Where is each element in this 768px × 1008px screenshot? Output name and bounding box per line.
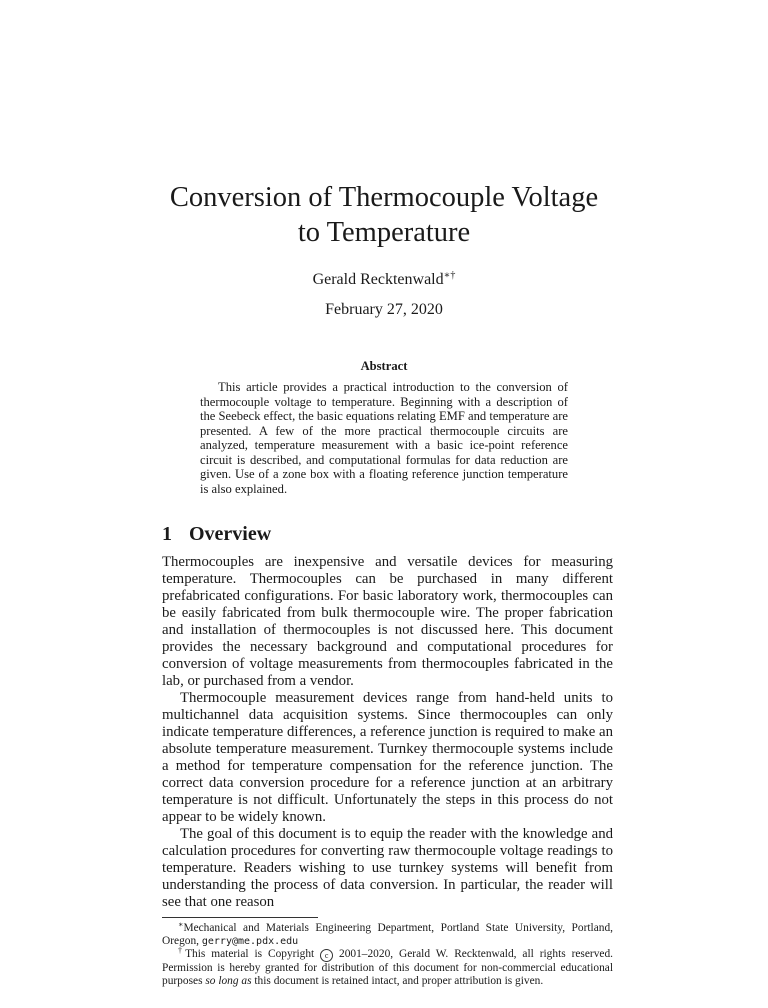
author-name: Gerald Recktenwald [312,271,444,288]
footnote-text: this document is retained intact, and proper attribution is given. [251,975,544,987]
document-date: February 27, 2020 [325,301,443,318]
author-footnote-marks[interactable]: ∗† [443,270,456,281]
footnote-emphasis: so long as [205,975,252,987]
document-title [0,180,768,250]
title-line-2: to Temperature [297,217,471,248]
author [0,270,768,290]
abstract-text: This article provides a practical introduction to the conversion of thermocouple voltage to temperature. Beginning with a description of the Seebeck effect, the basic equations relating EMF and temperature are presented. A few of the more practical thermocouple circuits are analyzed, temperature measurement with a basic ice-point reference circuit is described, and computational formulas for data reduction are given. Use of a zone box with a floating reference junction temperature is also explained. [200,380,568,496]
section-title: Overview [189,523,272,545]
section-heading [162,522,768,546]
section-body [162,554,613,911]
footnote-text: 2001–2020, Gerald W. Recktenwald, all rights reserved. Permission is hereby granted for distribution of this document for non-commercial educational purposes [162,948,613,987]
footnote-rule [162,917,318,918]
footnote-text: Mechanical and Materials Engineering Department, Portland State University, Portland, Oregon, [162,922,613,947]
abstract-heading: Abstract [360,359,408,373]
title-line-1: Conversion of Thermocouple Voltage [169,182,599,213]
footnotes [162,922,613,1008]
paragraph: The goal of this document is to equip the reader with the knowledge and calculation procedures for converting raw thermocouple voltage readings to temperature. Readers wishing to use turnkey systems will benefit from understanding the process of data conversion. In particular, the reader will see that one reason [162,826,613,910]
footnote-text: This material is Copyright [185,948,321,960]
copyright-icon: c [320,949,333,962]
footnote-mark: † [178,946,186,955]
paragraph: Thermocouple measurement devices range from hand-held units to multichannel data acquisition systems. Since thermocouples can only indicate temperature differences, a reference junction is required to make an absolute temperature measurement. Turnkey thermocouple systems include a method for temperature compensation for the reference junction. The correct data conversion procedure for a reference junction at an arbitrary temperature is not difficult. Unfortunately the steps in this process do not appear to be widely known. [162,690,613,825]
footnote-2 [162,948,613,988]
email-link[interactable]: gerry@me.pdx.edu [201,936,299,947]
footnote-1 [162,922,613,948]
paragraph: Thermocouples are inexpensive and versatile devices for measuring temperature. Thermocouples can be purchased in many different prefabricated configurations. For basic laboratory work, thermocouples can be easily fabricated from bulk thermocouple wire. The proper fabrication and installation of thermocouples is not discussed here. This document provides the necessary background and computational procedures for conversion of voltage measurements from thermocouples fabricated in the lab, or purchased from a vendor. [162,554,613,689]
footnote-mark: ∗ [178,920,184,929]
section-number: 1 [162,523,172,545]
